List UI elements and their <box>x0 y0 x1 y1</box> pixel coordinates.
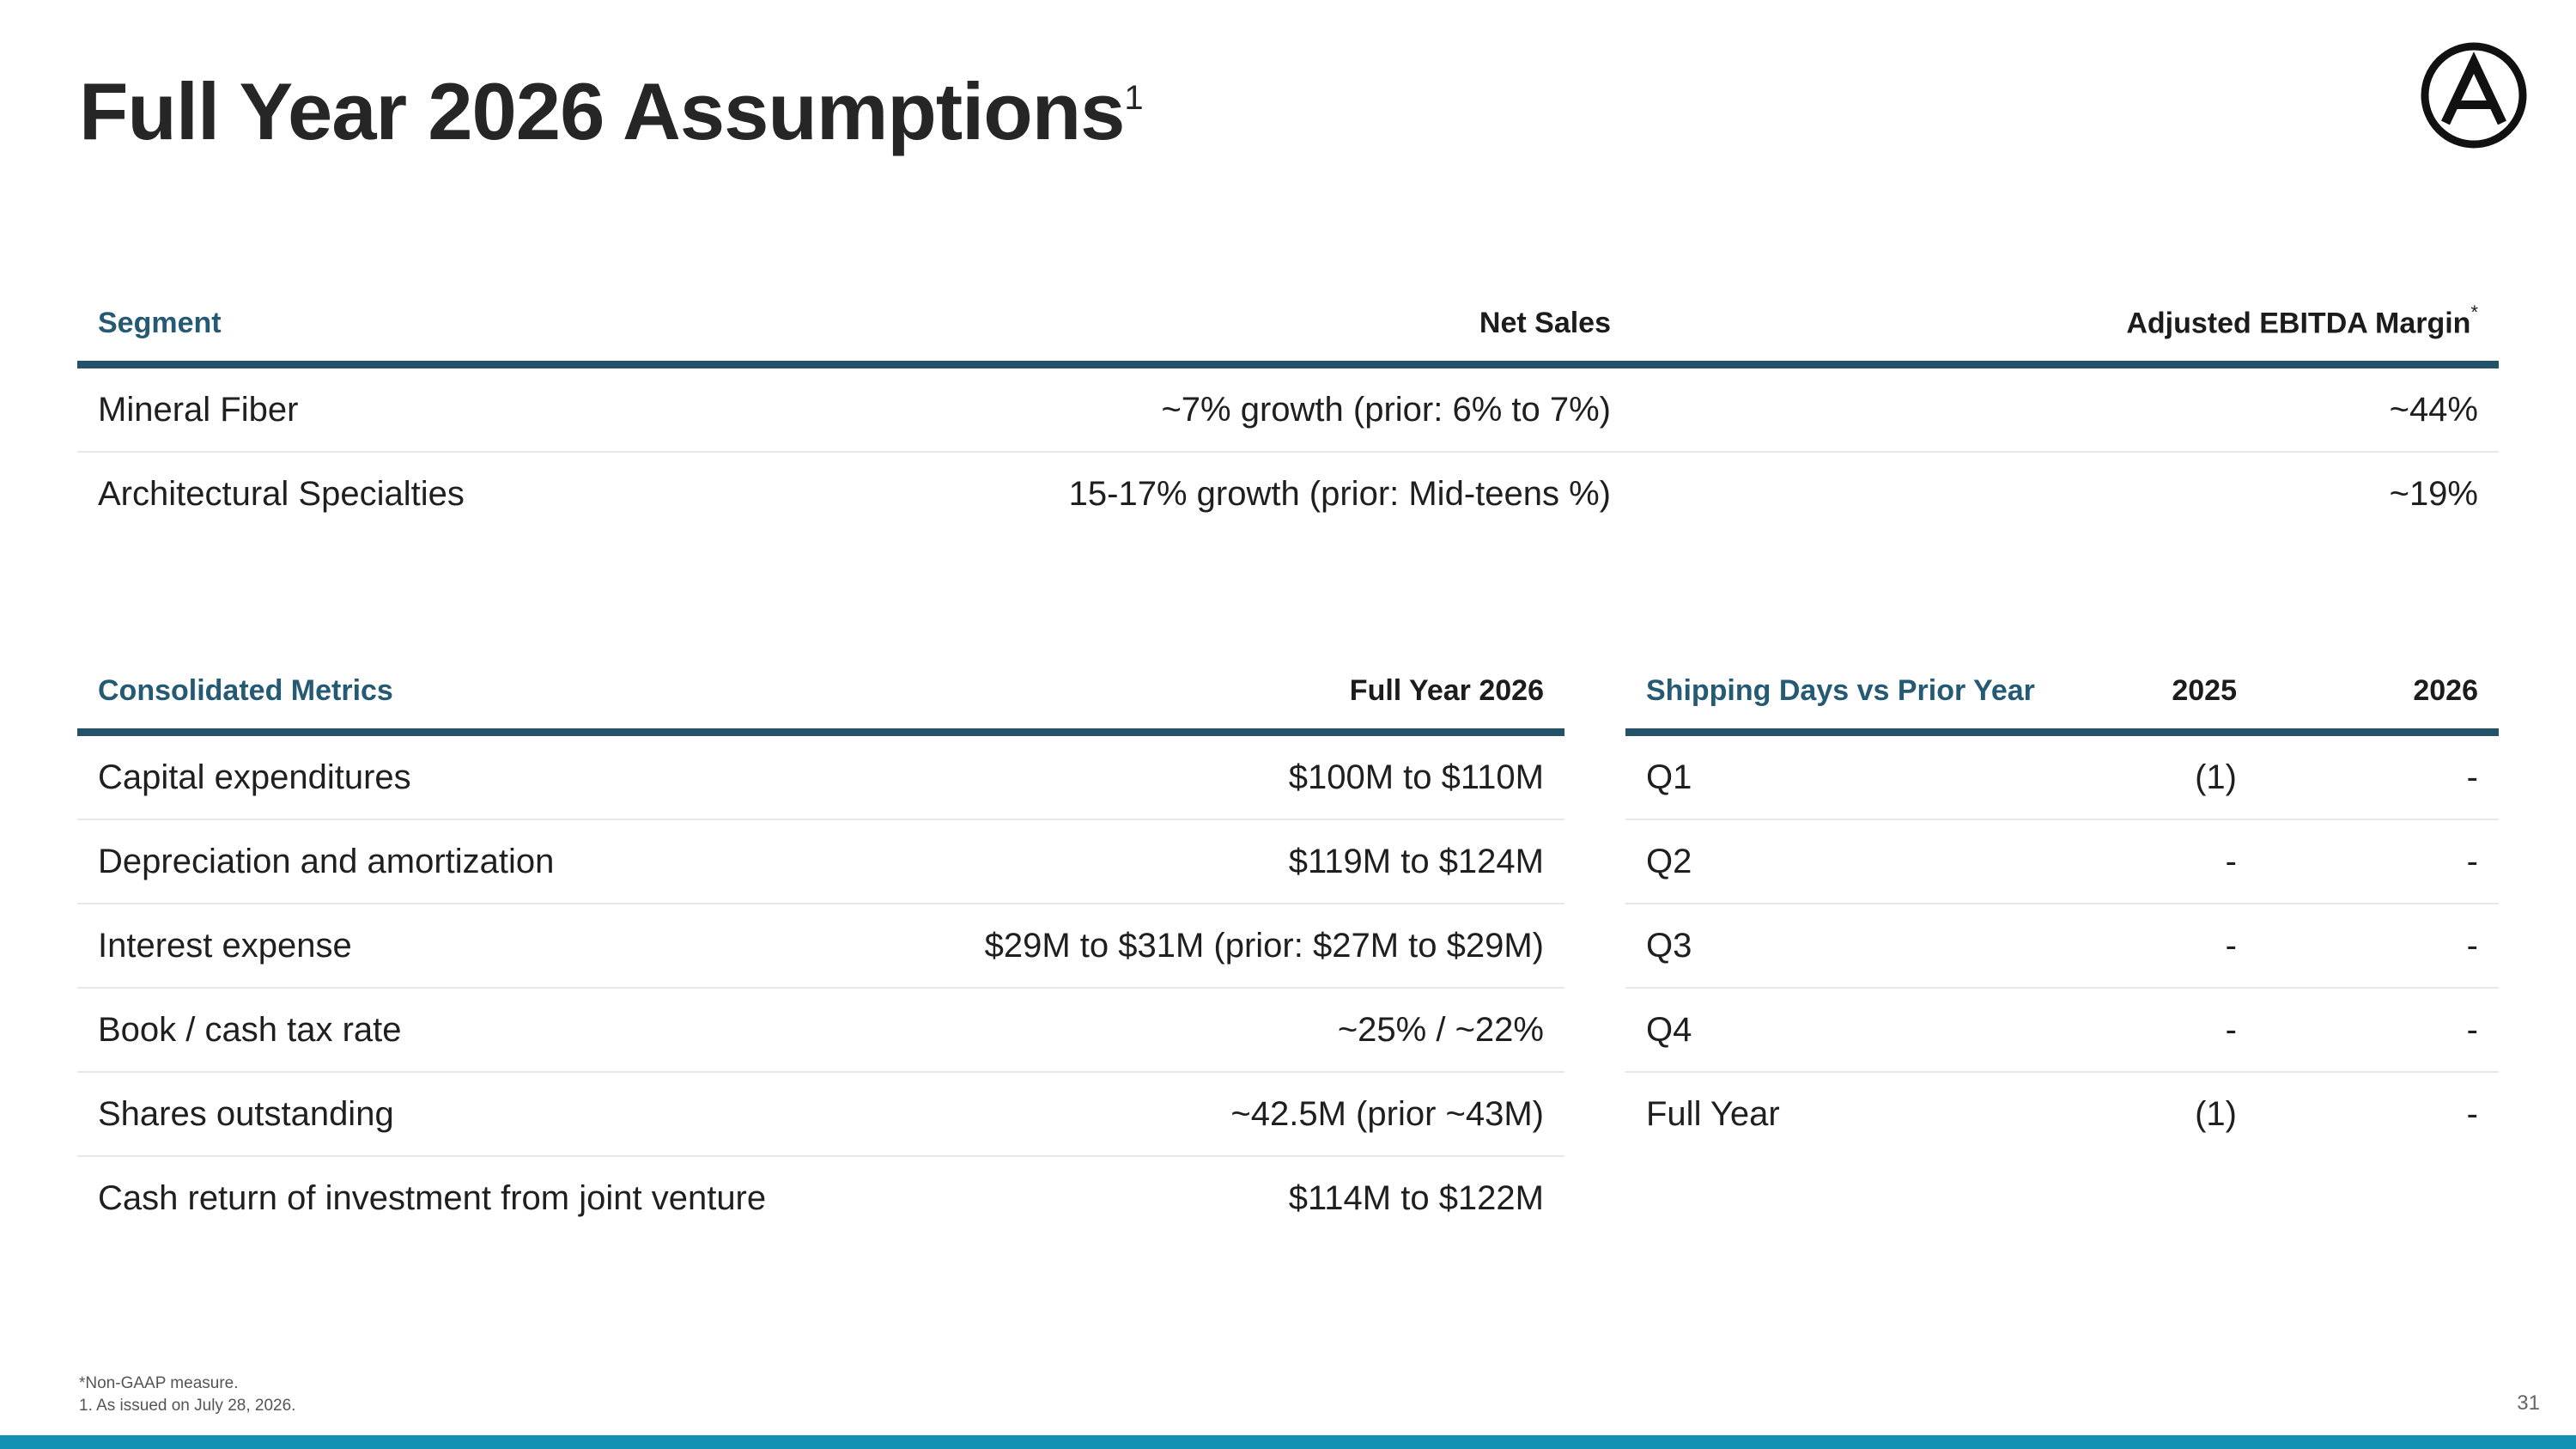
table-row <box>77 1072 1564 1156</box>
value-2026-cell: - <box>2257 988 2499 1072</box>
segment-table <box>77 285 2499 535</box>
period-cell: Q2 <box>1625 819 2072 904</box>
table-row <box>77 819 1564 904</box>
value-2026-cell: - <box>2257 733 2499 820</box>
full-year-2026-header: Full Year 2026 <box>936 653 1564 733</box>
table-row <box>1625 819 2499 904</box>
ebitda-margin-cell: ~44% <box>1631 365 2499 453</box>
bottom-accent-bar <box>0 1435 2576 1449</box>
segment-name-cell: Architectural Specialties <box>98 474 465 513</box>
metric-name-cell: Capital expenditures <box>77 733 936 820</box>
value-2025-cell: (1) <box>2072 733 2257 820</box>
period-cell: Q1 <box>1625 733 2072 820</box>
metric-name-cell: Interest expense <box>77 904 936 988</box>
period-cell: Q4 <box>1625 988 2072 1072</box>
ebitda-margin-header-label: Adjusted EBITDA Margin <box>2126 307 2471 340</box>
non-gaap-footnote: *Non-GAAP measure. <box>79 1374 239 1392</box>
metric-name-cell: Book / cash tax rate <box>77 988 936 1072</box>
net-sales-cell: 15-17% growth (prior: Mid-teens %) <box>1068 474 1611 513</box>
period-cell: Q3 <box>1625 904 2072 988</box>
table-row <box>77 452 2499 535</box>
page-title-text: Full Year 2026 Assumptions <box>79 66 1125 156</box>
consolidated-metrics-header: Consolidated Metrics <box>77 653 936 733</box>
segment-header: Segment <box>77 285 696 365</box>
table-row <box>77 1156 1564 1239</box>
metric-value-cell: $119M to $124M <box>936 819 1564 904</box>
metric-name-cell: Depreciation and amortization <box>77 819 936 904</box>
segment-name-cell: Mineral Fiber <box>77 365 696 453</box>
segment-table-header-row <box>77 285 2499 365</box>
metric-name-cell: Cash return of investment from joint venture <box>98 1178 767 1217</box>
period-cell: Full Year <box>1646 1094 1780 1133</box>
value-2025-cell: (1) <box>2195 1094 2237 1133</box>
value-2026-cell: - <box>2466 1094 2478 1133</box>
table-row <box>1625 988 2499 1072</box>
metric-name-cell: Shares outstanding <box>77 1072 936 1156</box>
table-row <box>77 365 2499 453</box>
value-2025-cell: - <box>2072 988 2257 1072</box>
consolidated-table-header-row <box>77 653 1564 733</box>
table-row <box>77 733 1564 820</box>
table-row <box>77 904 1564 988</box>
title-footnote-marker: 1 <box>1124 79 1143 117</box>
table-row <box>1625 733 2499 820</box>
table-row <box>1625 904 2499 988</box>
year-2025-header: 2025 <box>2072 653 2257 733</box>
table-row <box>1625 1072 2499 1155</box>
net-sales-header: Net Sales <box>696 285 1631 365</box>
shipping-days-table <box>1625 653 2499 1155</box>
non-gaap-marker: * <box>2470 301 2478 324</box>
company-logo-icon <box>2420 41 2528 149</box>
value-2025-cell: - <box>2072 819 2257 904</box>
issued-date-footnote: 1. As issued on July 28, 2026. <box>79 1397 296 1415</box>
page-number: 31 <box>2517 1391 2540 1415</box>
consolidated-metrics-table <box>77 653 1564 1239</box>
ebitda-margin-cell: ~19% <box>2389 474 2478 513</box>
metric-value-cell: $114M to $122M <box>1288 1178 1544 1217</box>
value-2025-cell: - <box>2072 904 2257 988</box>
metric-value-cell: $29M to $31M (prior: $27M to $29M) <box>936 904 1564 988</box>
table-row <box>77 988 1564 1072</box>
value-2026-cell: - <box>2257 819 2499 904</box>
net-sales-cell: ~7% growth (prior: 6% to 7%) <box>696 365 1631 453</box>
value-2026-cell: - <box>2257 904 2499 988</box>
page-title <box>79 67 1143 155</box>
metric-value-cell: ~42.5M (prior ~43M) <box>936 1072 1564 1156</box>
shipping-days-header: Shipping Days vs Prior Year <box>1625 653 2072 733</box>
year-2026-header: 2026 <box>2257 653 2499 733</box>
metric-value-cell: $100M to $110M <box>936 733 1564 820</box>
shipping-table-header-row <box>1625 653 2499 733</box>
ebitda-margin-header <box>1631 285 2499 365</box>
metric-value-cell: ~25% / ~22% <box>936 988 1564 1072</box>
